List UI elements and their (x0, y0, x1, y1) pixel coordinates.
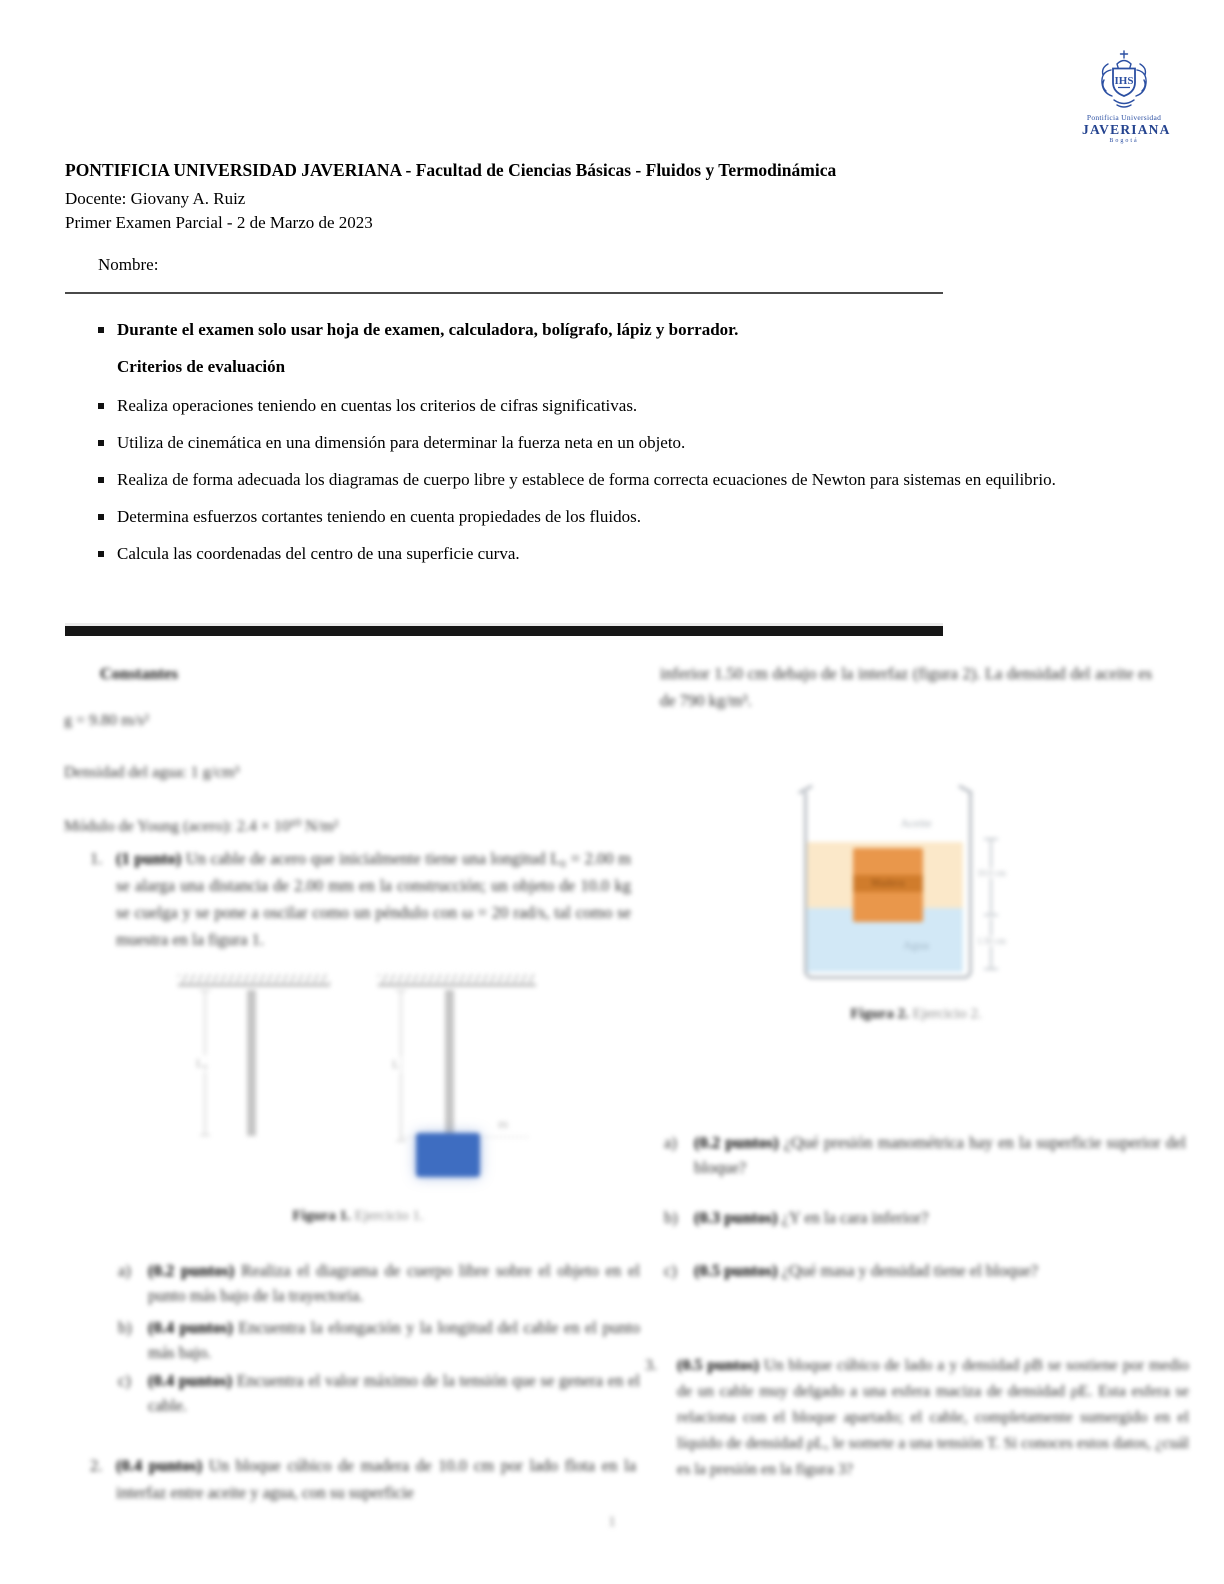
cable-unloaded (247, 990, 256, 1136)
figure-1-caption (178, 1208, 538, 1225)
label-L: L (392, 1057, 400, 1071)
item-text: Realiza el diagrama de cuerpo libre sobre el objeto en el punto más bajo de la trayectoria. (148, 1261, 640, 1305)
logo-institution-small: Pontificia Universidad (1086, 113, 1162, 122)
dimension-tick (984, 914, 998, 916)
hanging-mass-block (416, 1133, 480, 1177)
cable-loaded (445, 990, 454, 1133)
problem-2 (90, 1452, 636, 1506)
item-marker: b) (664, 1208, 678, 1227)
criteria-heading: Criterios de evaluación (117, 357, 286, 376)
item-marker: a) (118, 1261, 131, 1280)
problem-2-item-b (664, 1205, 1186, 1230)
problem-1 (90, 845, 631, 953)
problem-3 (645, 1353, 1189, 1483)
item-points: (0.3 puntos) (694, 1208, 778, 1227)
figure-2-caption-text: Ejercicio 2. (908, 1006, 982, 1022)
water-label: Agua (903, 938, 929, 952)
crest-monogram: IHS (1114, 75, 1134, 87)
problem-3-number: 3. (645, 1357, 657, 1374)
figure-2-caption (798, 1006, 1034, 1023)
figure-2-dimensions (974, 838, 1026, 978)
figure-2-caption-number: Figura 2. (850, 1006, 909, 1022)
item-text: Encuentra la elongación y la longitud del cable en el punto más bajo. (148, 1318, 640, 1362)
name-label: Nombre: (98, 255, 159, 274)
item-text: Encuentra el valor máximo de la tensión que se genera en el cable. (148, 1371, 640, 1415)
criteria-item-text: Realiza de forma adecuada los diagramas de cuerpo libre y establece de forma correcta ecuaciones de Newton para sistemas en equilibrio. (117, 470, 1056, 489)
logo-institution-main: JAVERIANA (1082, 122, 1171, 137)
oil-label: Aceite (900, 816, 932, 830)
criteria-item-text: Calcula las coordenadas del centro de una superficie curva. (117, 544, 520, 563)
figure-2-beaker (798, 780, 1034, 1010)
problem-2-text: Un bloque cúbico de madera de 10.0 cm por lado flota en la interfaz entre aceite y agua, con su superficie (116, 1456, 637, 1502)
problem-1-item-a (118, 1258, 640, 1308)
ceiling-bar-right (378, 983, 536, 987)
figure-1-caption-number: Figura 1. (292, 1208, 351, 1224)
problem-1-number: 1. (90, 849, 103, 868)
item-points: (0.4 puntos) (148, 1318, 233, 1337)
problem-3-points: (0.5 puntos) (677, 1357, 759, 1374)
ceiling-hatch-right (378, 974, 536, 983)
wood-block-label: Madera (853, 875, 923, 892)
figure-1-caption-text: Ejercicio 1. (350, 1208, 424, 1224)
problem-1-item-b (118, 1315, 640, 1365)
criteria-item-text: Utiliza de cinemática en una dimensión para determinar la fuerza neta en un objeto. (117, 433, 686, 452)
item-points: (0.4 puntos) (148, 1371, 233, 1390)
item-text: ¿Qué presión manométrica hay en la superficie superior del bloque? (694, 1133, 1187, 1177)
constant-gravity: g = 9.80 m/s² (64, 712, 149, 729)
exam-date: Primer Examen Parcial - 2 de Marzo de 2023 (65, 213, 373, 232)
label-m: m (498, 1116, 509, 1131)
item-marker: b) (118, 1318, 132, 1337)
label-L0: L₀ (196, 1056, 208, 1070)
item-points: (0.2 puntos) (694, 1133, 779, 1152)
instruction-rule-text: Durante el examen solo usar hoja de examen, calculadora, bolígrafo, lápiz y borrador. (117, 320, 739, 339)
problem-3-text: Un bloque cúbico de lado a y densidad ρB se sostiene por medio de un cable muy delgado a una esfera maciza de densidad ρE. Esta esfera se relaciona con el bloque apartado; el cable, completamente sumergido en el líquido de densidad ρL, le somete a una tensión T. Si conoces estos datos, ¿cuál es la presión en la figura 3? (677, 1357, 1190, 1478)
problem-2-item-c (664, 1258, 1186, 1283)
constants-heading: Constantes (100, 664, 178, 683)
item-points: (0.2 puntos) (148, 1261, 235, 1280)
constant-water-density: Densidad del agua: 1 g/cm³ (64, 764, 240, 781)
dimension-label-block: 10.0 cm (977, 868, 1006, 878)
item-marker: a) (664, 1133, 677, 1152)
page-number: 1 (608, 1514, 616, 1530)
dimension-tick (984, 838, 998, 840)
problem-1-text: Un cable de acero que inicialmente tiene una longitud L₀ = 2.00 m se alarga una distancia de 2.00 mm en la construcción; un objeto de 10.0 kg se cuelga y se pone a oscilar como un péndulo con ω = 20 rad/s, tal como se muestra en la figura 1. (116, 849, 632, 949)
criteria-item-text: Realiza operaciones teniendo en cuentas los criterios de cifras significativas. (117, 396, 638, 415)
dimension-tick (984, 968, 998, 970)
item-text: ¿Qué masa y densidad tiene el bloque? (781, 1261, 1039, 1280)
constant-young-modulus: Módulo de Young (acero): 2.4 × 10¹⁰ N/m² (64, 818, 339, 835)
logo-city: Bogotá (1109, 138, 1139, 144)
figure-1-pendulum (178, 960, 538, 1205)
item-marker: c) (664, 1261, 677, 1280)
exam-docente: Docente: Giovany A. Ruiz (65, 189, 246, 208)
exam-title: PONTIFICIA UNIVERSIDAD JAVERIANA - Facultad de Ciencias Básicas - Fluidos y Termodinámica (65, 160, 837, 180)
problem-2-number: 2. (90, 1456, 103, 1475)
ceiling-bar-left (178, 983, 330, 987)
ceiling-hatch-left (178, 974, 330, 983)
item-marker: c) (118, 1371, 131, 1390)
criteria-item-text: Determina esfuerzos cortantes teniendo en cuenta propiedades de los fluidos. (117, 507, 641, 526)
problem-1-item-c (118, 1368, 640, 1418)
item-points: (0.5 puntos) (694, 1261, 778, 1280)
problem-2-continuation: inferior 1.50 cm debajo de la interfaz (figura 2). La densidad del aceite es de 790 kg/m³. (660, 664, 1152, 710)
problem-1-points: (1 punto) (116, 849, 182, 868)
problem-2-item-a (664, 1130, 1186, 1180)
wood-block (853, 848, 923, 922)
dimension-label-depth: 1.50 cm (977, 936, 1006, 946)
problem-2-points: (0.4 puntos) (116, 1456, 203, 1475)
item-text: ¿Y en la cara inferior? (781, 1208, 929, 1227)
